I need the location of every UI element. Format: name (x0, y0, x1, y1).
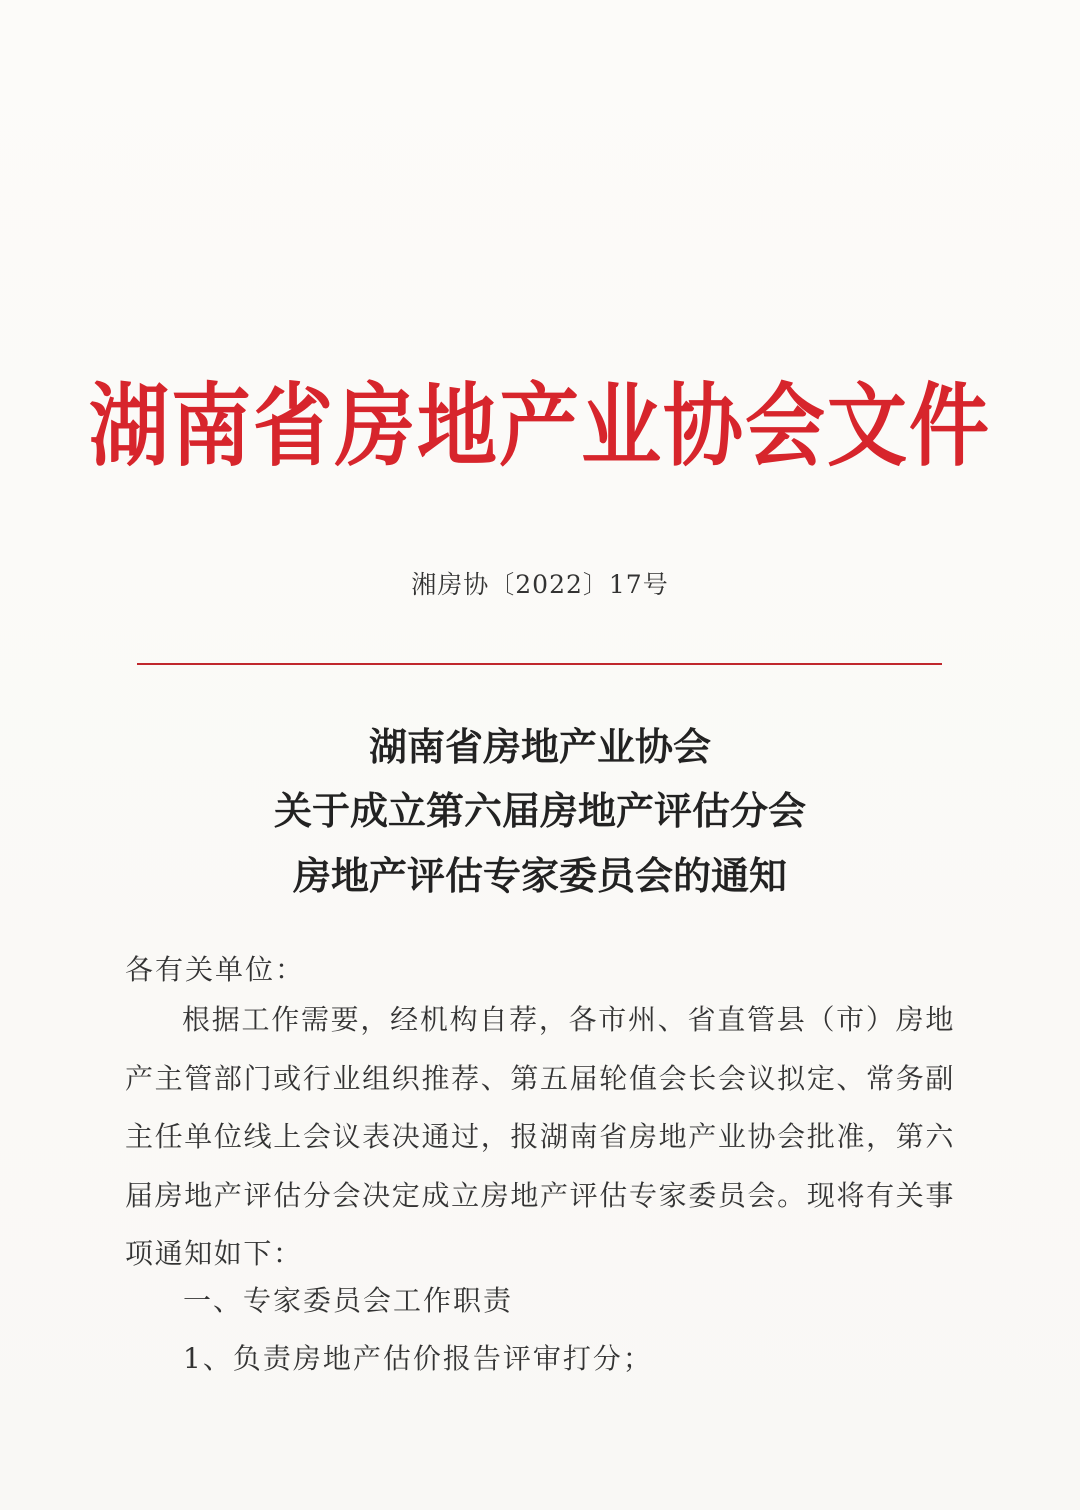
list-item-1: 1、负责房地产估价报告评审打分； (183, 1342, 653, 1375)
body-paragraph: 根据工作需要，经机构自荐，各市州、省直管县（市）房地产主管部门或行业组织推荐、第五届轮值会长会议拟定、常务副主任单位线上会议表决通过，报湖南省房地产业协会批准，第六届房地产评估分会决定成立房地产评估专家委员会。现将有关事项通知如下： (125, 1003, 955, 1270)
section-heading-duties: 一、专家委员会工作职责 (183, 1284, 514, 1317)
document-number: 湘房协〔2022〕17号 (411, 570, 669, 599)
notice-title-line-2: 关于成立第六届房地产评估分会 (273, 788, 806, 833)
notice-title-line-3: 房地产评估专家委员会的通知 (292, 853, 787, 898)
salutation: 各有关单位： (125, 953, 306, 986)
header-separator-line (137, 663, 942, 665)
document-header-title: 湖南省房地产业协会文件 (89, 374, 991, 479)
notice-title-line-1: 湖南省房地产业协会 (368, 724, 711, 769)
